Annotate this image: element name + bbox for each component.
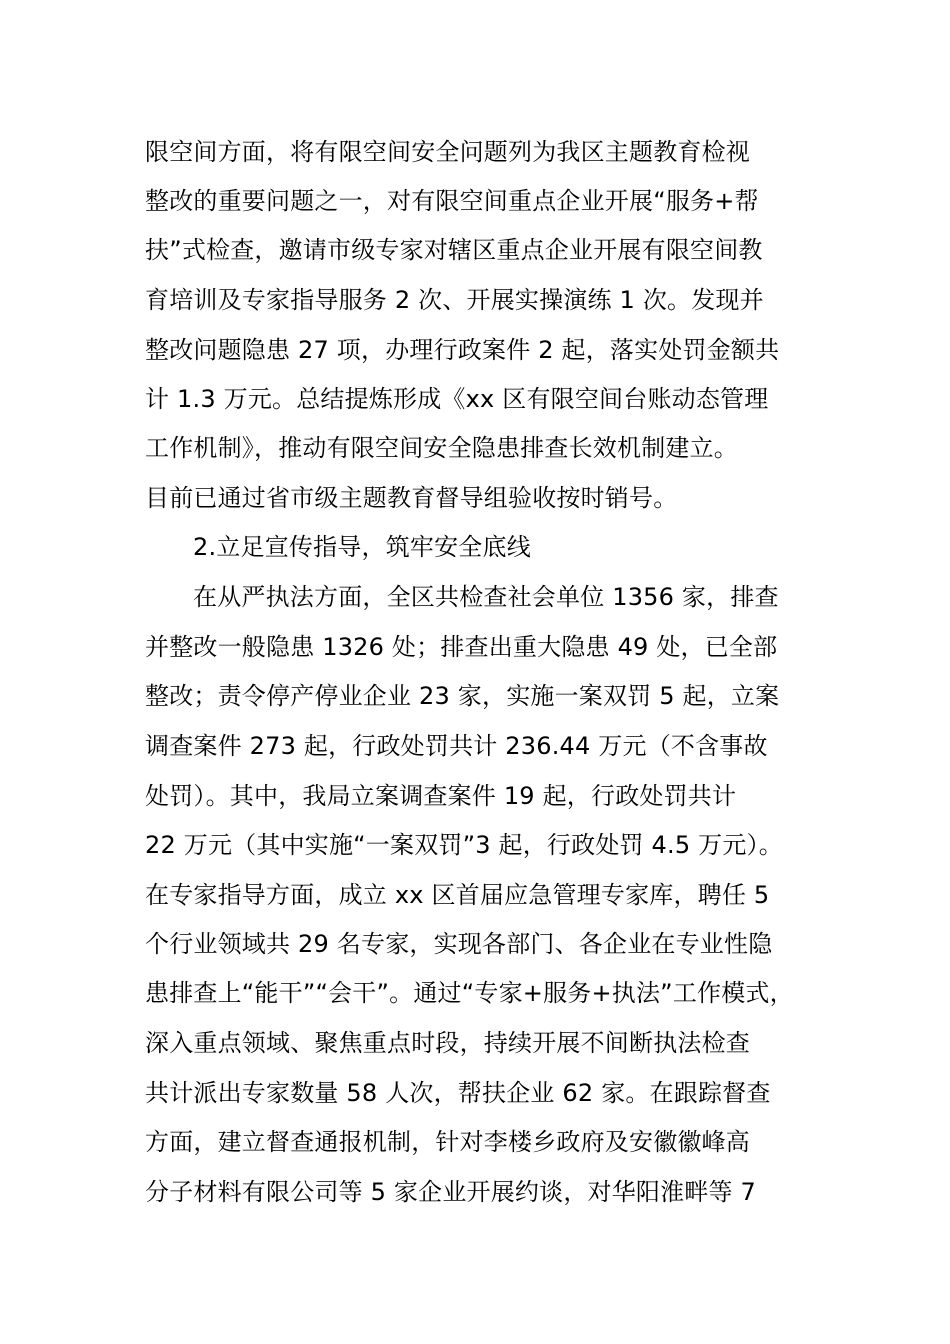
paragraph-line: 整改；责令停产停业企业 23 家，实施一案双罚 5 起，立案 (145, 682, 780, 710)
paragraph-line: 计 1.3 万元。总结提炼形成《xx 区有限空间台账动态管理 (145, 385, 769, 413)
paragraph-line: 共计派出专家数量 58 人次，帮扶企业 62 家。在跟踪督查 (145, 1079, 771, 1107)
section-heading: 2.立足宣传指导，筑牢安全底线 (193, 533, 531, 561)
paragraph-line: 患排查上“能干”“会干”。通过“专家+服务+执法”工作模式， (145, 979, 794, 1007)
paragraph-line: 整改的重要问题之一，对有限空间重点企业开展“服务+帮 (145, 187, 759, 215)
paragraph-line: 分子材料有限公司等 5 家企业开展约谈，对华阳淮畔等 7 (145, 1178, 757, 1206)
paragraph-line: 深入重点领域、聚焦重点时段，持续开展不间断执法检查 (145, 1029, 750, 1057)
paragraph-line: 整改问题隐患 27 项，办理行政案件 2 起，落实处罚金额共 (145, 336, 780, 364)
paragraph-line: 目前已通过省市级主题教育督导组验收按时销号。 (145, 484, 678, 512)
paragraph-line: 扶”式检查，邀请市级专家对辖区重点企业开展有限空间教 (145, 236, 763, 264)
paragraph-line: 在专家指导方面，成立 xx 区首届应急管理专家库，聘任 5 (145, 881, 770, 909)
paragraph-line: 工作机制》，推动有限空间安全隐患排查长效机制建立。 (145, 434, 738, 462)
paragraph-line: 并整改一般隐患 1326 处；排查出重大隐患 49 处，已全部 (145, 633, 778, 661)
paragraph-line: 育培训及专家指导服务 2 次、开展实操演练 1 次。发现并 (145, 286, 764, 314)
paragraph-line: 调查案件 273 起，行政处罚共计 236.44 万元（不含事故 (145, 732, 768, 760)
paragraph-line: 个行业领域共 29 名专家，实现各部门、各企业在专业性隐 (145, 930, 773, 958)
paragraph-line: 在从严执法方面，全区共检查社会单位 1356 家，排查 (193, 583, 779, 611)
paragraph-line: 方面，建立督查通报机制，针对李楼乡政府及安徽徽峰高 (145, 1128, 750, 1156)
paragraph-line: 限空间方面，将有限空间安全问题列为我区主题教育检视 (145, 138, 750, 166)
paragraph-line: 处罚）。其中，我局立案调查案件 19 起，行政处罚共计 (145, 782, 737, 810)
paragraph-line: 22 万元（其中实施“一案双罚”3 起，行政处罚 4.5 万元）。 (145, 831, 783, 859)
